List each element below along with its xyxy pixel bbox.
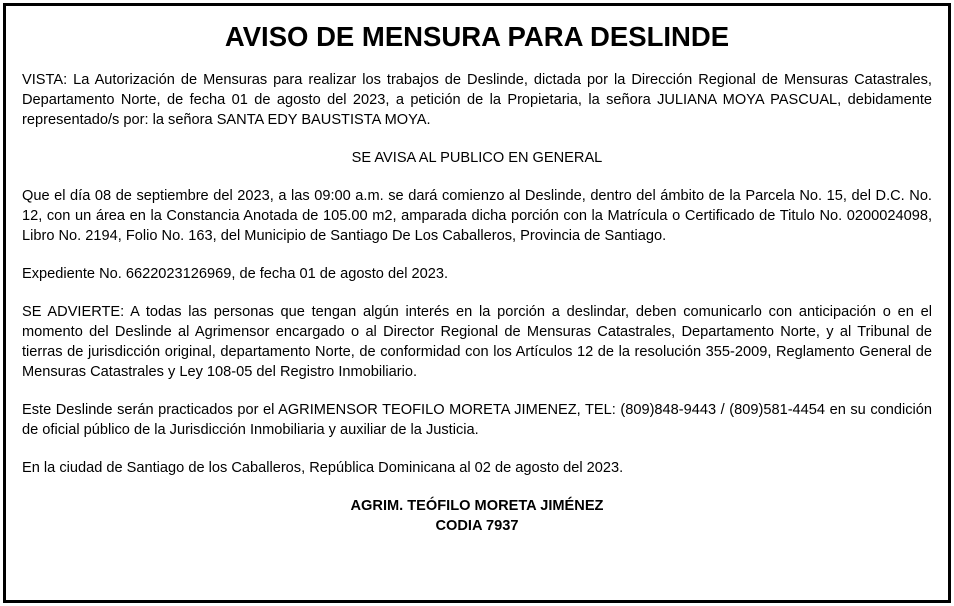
signature-name: AGRIM. TEÓFILO MORETA JIMÉNEZ	[350, 498, 604, 514]
notice-title: AVISO DE MENSURA PARA DESLINDE	[224, 21, 730, 52]
signature-block	[22, 496, 932, 536]
paragraph-agrimensor: Este Deslinde serán practicados por el AGRIMENSOR TEOFILO MORETA JIMENEZ, TEL: (809)848-9443 / (809)581-4454 en su condición de oficial público de la Jurisdicción Inmobiliaria y auxiliar de la Justicia.	[22, 402, 932, 438]
paragraph-expediente: Expediente No. 6622023126969, de fecha 01 de agosto del 2023.	[22, 266, 449, 282]
paragraph-location-date: En la ciudad de Santiago de los Caballeros, República Dominicana al 02 de agosto del 2023.	[22, 460, 624, 476]
paragraph-advierte: SE ADVIERTE: A todas las personas que tengan algún interés en la porción a deslindar, deben comunicarlo con anticipación o en el momento del Deslinde al Agrimensor encargado o al Director Regional de Mensuras Catastrales, Departamento Norte, y al Tribunal de tierras de jurisdicción original, departamento Norte, de conformidad con los Artículos 12 de la resolución 355-2009, Reglamento General de Mensuras Catastrales y Ley 108-05 del Registro Inmobiliario.	[22, 304, 932, 380]
signature-codia: CODIA 7937	[435, 518, 519, 534]
paragraph-deslinde-details: Que el día 08 de septiembre del 2023, a las 09:00 a.m. se dará comienzo al Deslinde, dentro del ámbito de la Parcela No. 15, del D.C. No. 12, con un área en la Constancia Anotada de 105.00 m2, amparada dicha porción con la Matrícula o Certificado de Titulo No. 0200024098, Libro No. 2194, Folio No. 163, del Municipio de Santiago De Los Caballeros, Provincia de Santiago.	[22, 188, 932, 244]
notice-frame	[3, 3, 951, 603]
paragraph-vista: VISTA: La Autorización de Mensuras para realizar los trabajos de Deslinde, dictada por la Dirección Regional de Mensuras Catastrales, Departamento Norte, de fecha 01 de agosto del 2023, a petición de la Propietaria, la señora JULIANA MOYA PASCUAL, debidamente representado/s por: la señora SANTA EDY BAUSTISTA MOYA.	[22, 72, 932, 128]
paragraph-public-notice: SE AVISA AL PUBLICO EN GENERAL	[351, 150, 603, 166]
notice-body	[6, 6, 948, 536]
